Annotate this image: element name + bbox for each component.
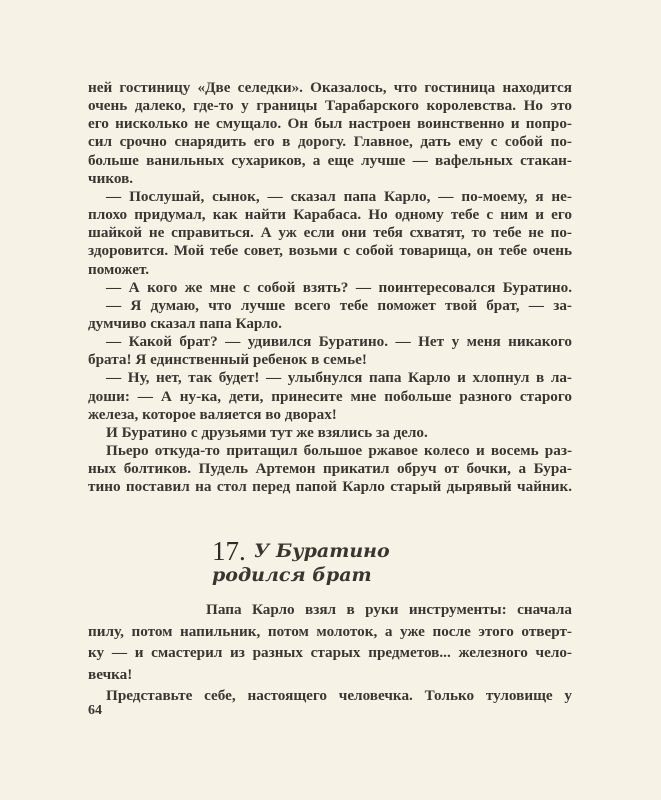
text-line: ку — и смастерил из разных старых предметов... железного чело- [88,644,572,661]
text-line: плохо придумал, как найти Карабаса. Но одному тебе с ним и его [88,206,572,224]
text-line: брата! Я единственный ребенок в семье! [88,351,367,369]
chapter-title-line-2: родился брат [212,564,372,586]
text-line: — Какой брат? — удивился Буратино. — Нет у меня никакого [106,333,572,351]
text-line: тино поставил на стол перед папой Карло старый дырявый чайник. [88,478,572,496]
text-line: ней гостиницу «Две селедки». Оказалось, что гостиница находится [88,79,572,96]
chapter-number: 17. [212,536,246,566]
text-line: его нисколько не смущало. Он был настроен воинственно и попро- [88,115,572,133]
text-line: Пьеро откуда-то притащил большое ржавое колесо и восемь раз- [106,442,572,459]
text-line: чиков. [88,169,134,187]
text-line: — А кого же мне с собой взять? — поинтересовался Буратино. [106,278,572,296]
page-number: 64 [88,703,102,718]
text-line: шайкой не справиться. А уж если они тебя схватят, то тебе не по- [88,224,572,242]
text-line: здоровится. Мой тебе совет, возьми с собой товарища, он тебе очень [88,242,572,260]
chapter-title-line-1: У Буратино [254,540,390,562]
text-line: ных болтиков. Пудель Артемон прикатил обруч от бочки, а Бура- [88,460,572,478]
text-line: думчиво сказал папа Карло. [88,314,282,332]
text-line: сил срочно снарядить его в дорогу. Главное, дать ему с собой по- [88,133,572,151]
text-line: Представьте себе, настоящего человечка. Только туловище у [106,687,572,704]
text-line: поможет. [88,260,150,278]
text-line: Папа Карло взял в руки инструменты: сначала [206,601,572,618]
text-line: вечка! [88,665,133,683]
text-line: железа, которое валяется во дворах! [88,405,337,423]
text-line: — Послушай, сынок, — сказал папа Карло, — по-моему, я не- [106,187,572,205]
text-line: И Буратино с друзьями тут же взялись за дело. [106,423,428,441]
text-line: больше ванильных сухариков, а еще лучше — вафельных стакан- [88,151,572,169]
text-line: — Я думаю, что лучше всего тебе поможет твой брат, — за- [106,296,572,314]
text-line: очень далеко, где-то у границы Тарабарского королевства. Но это [88,97,572,115]
text-line: — Ну, нет, так будет! — улыбнулся папа Карло и хлопнул в ла- [106,369,572,387]
text-line: доши: — А ну-ка, дети, принесите мне побольше разного старого [88,387,572,405]
text-line: пилу, потом напильник, потом молоток, а уже после этого отверт- [88,622,572,640]
